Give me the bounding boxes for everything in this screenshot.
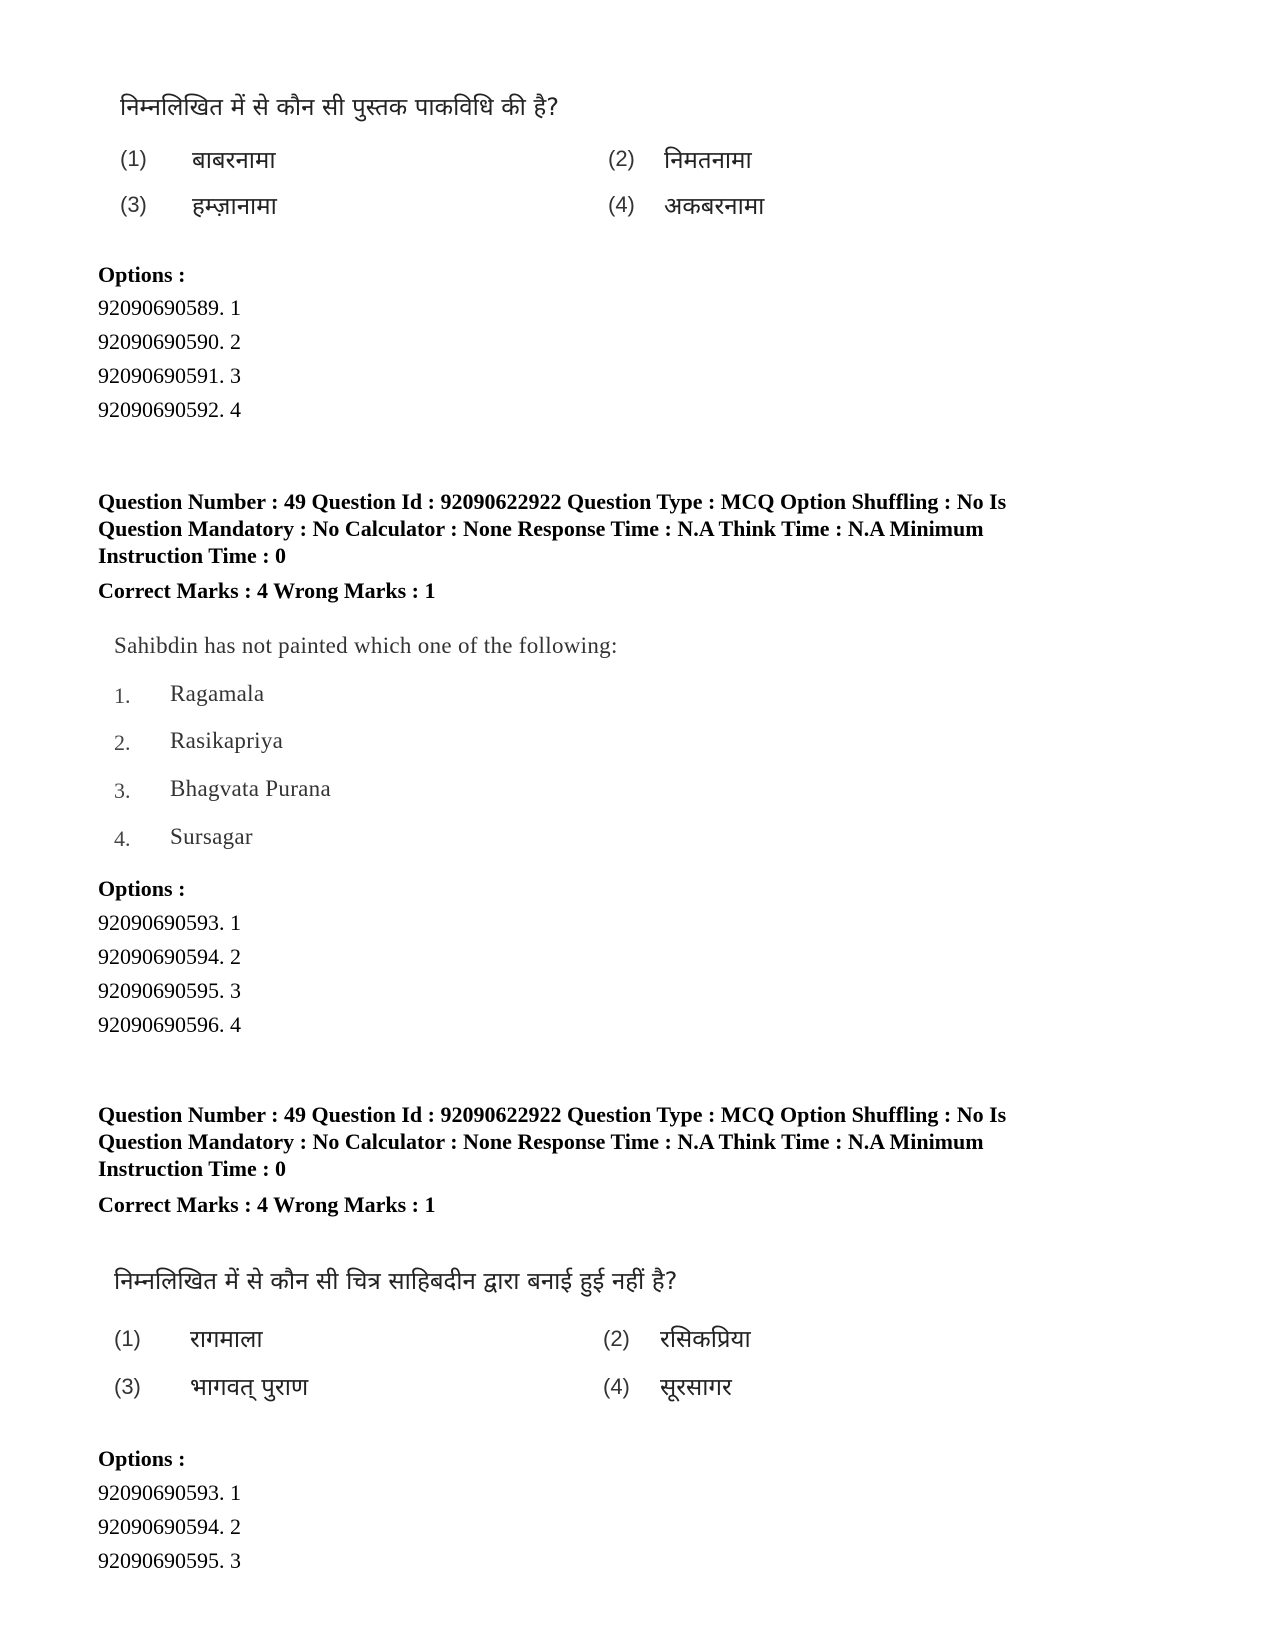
choice-text: बाबरनामा (192, 146, 276, 174)
options-heading: Options : (98, 262, 186, 287)
choice-text: Sursagar (170, 824, 253, 849)
question-meta-line: Question Number : 49 Question Id : 92090622922 Question Type : MCQ Option Shuffling : No Is (98, 489, 1007, 514)
question-meta (98, 1101, 1098, 1182)
question-meta-line: Instruction Time : 0 (98, 1156, 287, 1181)
choice-number: 4. (114, 826, 131, 851)
choice-number: (2) (603, 1326, 630, 1351)
option-line: 92090690592. 4 (98, 397, 241, 422)
choice-number: (1) (114, 1326, 141, 1351)
choice-text: सूरसागर (660, 1373, 732, 1401)
choice-number: (4) (608, 192, 635, 217)
question-stem-english: Sahibdin has not painted which one of the following: (114, 633, 618, 658)
question-meta-line: Question Number : 49 Question Id : 92090622922 Question Type : MCQ Option Shuffling : No Is (98, 1102, 1007, 1127)
choice-number: 1. (114, 683, 131, 708)
question-meta (98, 488, 1098, 569)
choice-text: Ragamala (170, 681, 265, 706)
choice-text: भागवत् पुराण (190, 1373, 309, 1401)
option-line: 92090690591. 3 (98, 363, 241, 388)
option-line: 92090690590. 2 (98, 329, 241, 354)
options-heading: Options : (98, 876, 186, 901)
choice-text: रसिकप्रिया (660, 1325, 751, 1353)
option-line: 92090690594. 2 (98, 944, 241, 969)
choice-text: हम्ज़ानामा (192, 192, 277, 220)
option-line: 92090690589. 1 (98, 295, 241, 320)
choice-text: रागमाला (190, 1325, 263, 1353)
marks-line: Correct Marks : 4 Wrong Marks : 1 (98, 1192, 436, 1217)
choice-text: Bhagvata Purana (170, 776, 331, 801)
choice-text: Rasikapriya (170, 728, 284, 753)
choice-number: 3. (114, 778, 131, 803)
option-line: 92090690594. 2 (98, 1514, 241, 1539)
question-meta-line: Question Mandatory : No Calculator : None Response Time : N.A Think Time : N.A Minimum (98, 516, 984, 541)
choice-text: अकबरनामा (664, 192, 765, 220)
option-line: 92090690593. 1 (98, 1480, 241, 1505)
options-heading: Options : (98, 1446, 186, 1471)
choice-number: (3) (114, 1374, 141, 1399)
option-line: 92090690596. 4 (98, 1012, 241, 1037)
choice-number: (3) (120, 192, 147, 217)
option-line: 92090690595. 3 (98, 1548, 241, 1573)
option-line: 92090690593. 1 (98, 910, 241, 935)
choice-number: (4) (603, 1374, 630, 1399)
question-stem-hindi: निम्नलिखित में से कौन सी पुस्तक पाकविधि की है? (120, 93, 560, 121)
option-line: 92090690595. 3 (98, 978, 241, 1003)
question-meta-line: Instruction Time : 0 (98, 543, 287, 568)
choice-number: (1) (120, 146, 147, 171)
question-stem-hindi: निम्नलिखित में से कौन सी चित्र साहिबदीन द्वारा बनाई हुई नहीं है? (114, 1267, 678, 1295)
choice-text: निमतनामा (664, 146, 752, 174)
question-meta-line: Question Mandatory : No Calculator : None Response Time : N.A Think Time : N.A Minimum (98, 1129, 984, 1154)
marks-line: Correct Marks : 4 Wrong Marks : 1 (98, 578, 436, 603)
choice-number: (2) (608, 146, 635, 171)
choice-number: 2. (114, 730, 131, 755)
